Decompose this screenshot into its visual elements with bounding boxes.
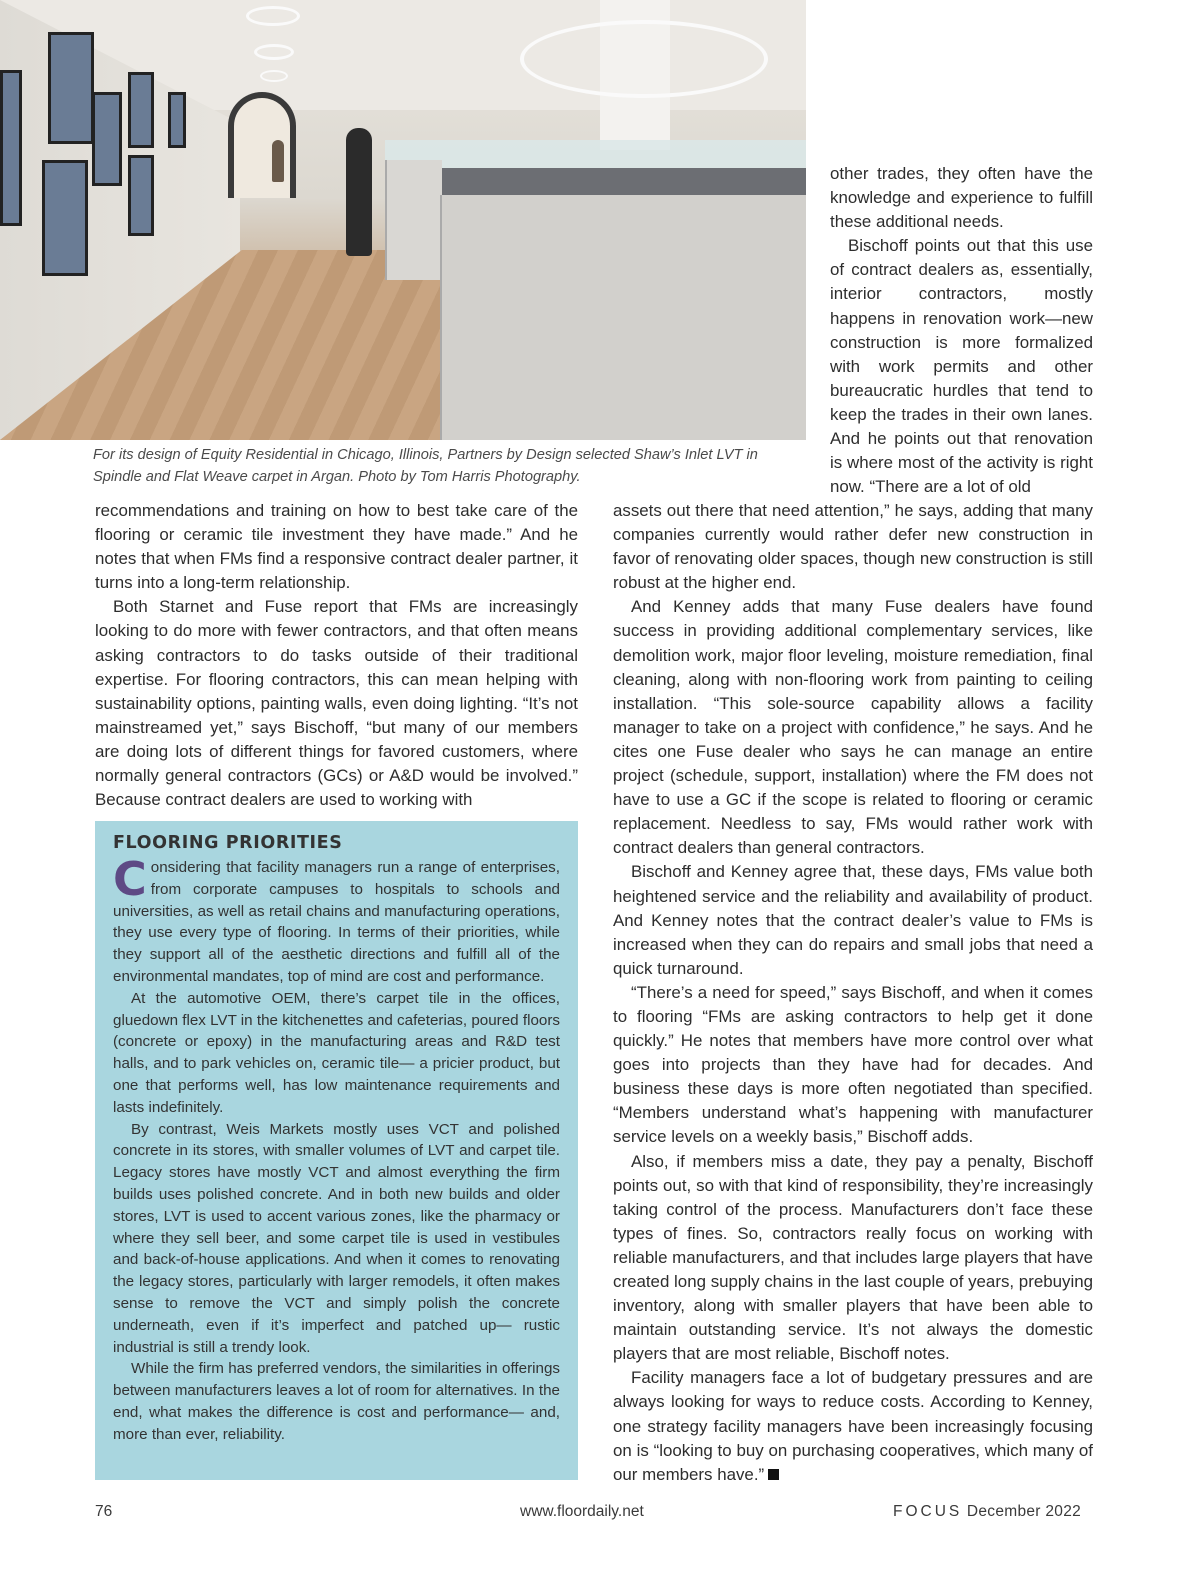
magazine-name: FOCUS [893,1503,963,1520]
article-column-right [613,499,1093,1487]
article-paragraph: Also, if members miss a date, they pay a penalty, Bischoff points out, so with that kind of responsibility, they’re increasingly taking control of the process. Manufacturers don’t face these types of fines. So, contractors really focus on working with reliable manufacturers, and that includes large players that have created long supply chains in the last couple of years, prebuying inventory, along with smaller players that have been able to maintain outstanding service. It’s not always the domestic players that are most reliable, Bischoff notes. [613,1151,1093,1364]
drop-cap: C [113,852,147,906]
end-mark-icon [768,1469,779,1480]
photo-archway [228,92,296,198]
article-column-left [95,499,578,812]
article-paragraph: other trades, they often have the knowledge and experience to fulfill these additional needs. [830,164,1093,232]
sidebar-flooring-priorities [95,821,578,1480]
photo-artwork [42,160,88,276]
article-paragraph: Both Starnet and Fuse report that FMs are increasingly looking to do more with fewer contractors, and that often means asking contractors to do tasks outside of their traditional expertise. For flooring contractors, this can mean helping with sustainability options, painting walls, even doing lighting. “It’s not mainstreamed yet,” says Bischoff, “but many of our members are doing lots of different things for favored customers, where normally general contractors (GCs) or A&D would be involved.” Because contract dealers are used to working with [95,597,578,810]
sidebar-paragraph [113,852,560,988]
photo-ceiling-light [260,70,288,82]
photo-artwork [128,155,154,236]
article-paragraph-text: Facility managers face a lot of budgetary pressures and are always looking for ways to reduce costs. According to Kenney, one strategy facility managers have been increasingly focusing on is “looking to buy on purchasing cooperatives, which many of our members have.” [613,1368,1093,1484]
sidebar-paragraph: By contrast, Weis Markets mostly uses VCT and polished concrete in its stores, with smaller volumes of LVT and carpet tile. Legacy stores have mostly VCT and almost everything the firm builds uses polished concrete. And in both new builds and older stores, LVT is used to accent various zones, like the pharmacy or where they sell beer, and some carpet tile is used in vestibules and back-of-house applications. And when it comes to renovating the legacy stores, particularly with larger remodels, it often makes sense to remove the VCT and simply polish the concrete underneath, even if it’s imperfect and patched up— rustic industrial is still a trendy look. [113,1120,560,1356]
photo-person [272,140,284,182]
photo-fabric-panel [440,168,806,198]
article-paragraph: recommendations and training on how to best take care of the flooring or ceramic tile investment they have made.” And he notes that when FMs find a responsive contract dealer partner, it turns into a long-term relationship. [95,501,578,593]
photo-artwork [0,70,22,226]
issue-label [893,1503,1081,1521]
sidebar-paragraph-text: onsidering that facility managers run a range of enterprises, from corporate campuses to hospitals to schools and universities, as well as retail chains and manufacturing operations, they use every type of flooring. In terms of their priorities, while they support all of the aesthetic directions and fulfill all of the environmental mandates, top of mind are cost and performance. [113,859,560,985]
photo-artwork [168,92,186,148]
article-column-top-right [830,162,1093,499]
photo-artwork [128,72,154,148]
photo-ceiling-light [246,6,300,26]
article-paragraph: assets out there that need attention,” he says, adding that many companies currently would rather defer new construction in favor of renovating older spaces, though new construction is still robust at the higher end. [613,501,1093,593]
article-paragraph: “There’s a need for speed,” says Bischoff, and when it comes to flooring “FMs are asking contractors to help get it done quickly.” He notes that members have more control over what goes into projects than they have had for decades. And business these days is more often negotiated than specified. “Members understand what’s happening with manufacturer service levels on a weekly basis,” Bischoff adds. [613,982,1093,1147]
issue-date: December 2022 [966,1503,1082,1520]
article-paragraph: And Kenney adds that many Fuse dealers have found success in providing additional complementary services, like demolition work, major floor leveling, moisture remediation, final cleaning, along with non-flooring work from painting to ceiling installation. “This sole-source capability allows a facility manager to take on a project with confidence,” he says. And he cites one Fuse dealer who says he can manage an entire project (schedule, support, installation) where the FM does not have to use a GC if the scope is related to flooring or ceramic replacement. Needless to say, FMs would rather work with contract dealers than general contractors. [613,597,1093,858]
article-paragraph: Bischoff and Kenney agree that, these days, FMs value both heightened service and the reliability and availability of product. And Kenney notes that the contract dealer’s value to FMs is increased when they can do repairs and small jobs that need a quick turnaround. [613,862,1093,978]
website-url: www.floordaily.net [520,1503,644,1520]
sidebar-paragraph: At the automotive OEM, there’s carpet tile in the offices, gluedown flex LVT in the kitchenettes and cafeterias, poured floors (concrete or epoxy) in the manufacturing areas and R&D test halls, and to park vehicles on, ceramic tile— a pricier product, but one that performs well, has low maintenance requirements and lasts indefinitely. [113,989,560,1116]
photo-light-ring [520,20,768,98]
photo-person [346,128,372,256]
sidebar-body [113,852,560,1446]
hero-photo [0,0,806,440]
photo-ceiling-light [254,44,294,60]
sidebar-title: FLOORING PRIORITIES [113,833,343,853]
photo-artwork [92,92,122,186]
page-number: 76 [95,1503,113,1520]
sidebar-paragraph: While the firm has preferred vendors, the similarities in offerings between manufacturers leaves a lot of room for alternatives. In the end, what makes the difference is cost and performance— and, more than ever, reliability. [113,1360,560,1443]
photo-cubicle [385,160,442,280]
photo-caption: For its design of Equity Residential in Chicago, Illinois, Partners by Design selected Shaw’s Inlet LVT in Spindle and Flat Weave carpet in Argan. Photo by Tom Harris Photography. [93,447,758,485]
photo-cubicle [440,195,806,440]
article-final-paragraph [613,1366,1093,1486]
article-paragraph: Bischoff points out that this use of contract dealers as, essentially, interior contractors, mostly happens in renovation work—new construction is more formalized with work permits and other bureaucratic hurdles that tend to keep the trades in their own lanes. And he points out that renovation is where most of the activity is right now. “There are a lot of old [830,236,1093,497]
photo-artwork [48,32,94,144]
